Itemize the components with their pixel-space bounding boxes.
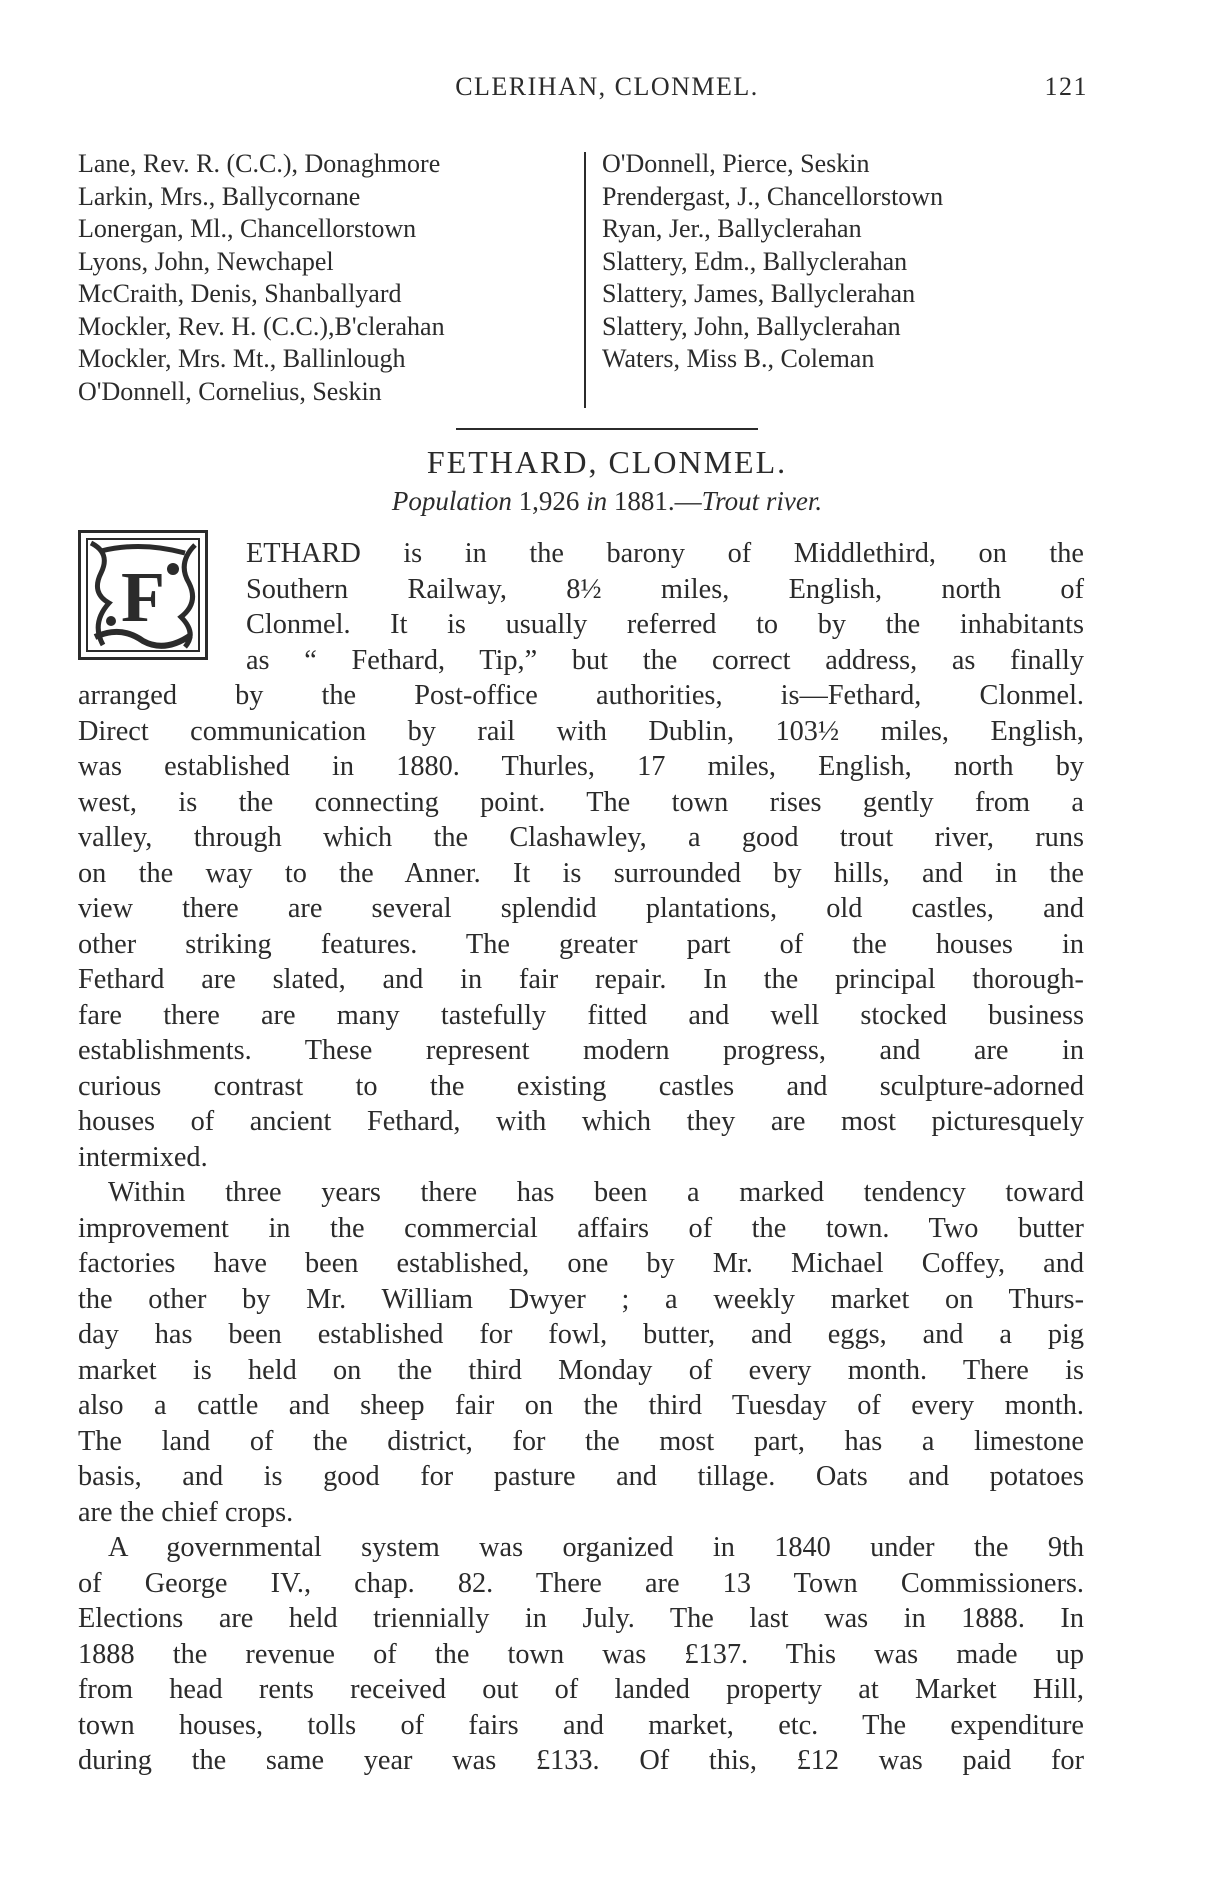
text-line: of George IV., chap. 82. There are 13 Town Commissioners. (78, 1567, 1084, 1599)
column-divider (584, 152, 586, 408)
directory-entry: Slattery, John, Ballyclerahan (602, 311, 901, 341)
directory-entry: Slattery, James, Ballyclerahan (602, 279, 916, 308)
paragraph-3 (78, 1530, 1084, 1779)
directory-entry: Lyons, John, Newchapel (78, 246, 334, 276)
dash: — (674, 486, 702, 516)
text-line: fare there are many tastefully fitted and well stocked business (78, 999, 1084, 1031)
text-line: curious contrast to the existing castles and sculpture-adorned (78, 1070, 1084, 1102)
directory-column-left (78, 148, 445, 408)
directory-entry: Slattery, Edm., Ballyclerahan (602, 246, 908, 276)
text-line: west, is the connecting point. The town rises gently from a (78, 786, 1084, 818)
page-number: 121 (1044, 72, 1088, 101)
text-line: from head rents received out of landed property at Market Hill, (78, 1674, 1084, 1705)
text-line: Clonmel. It is usually referred to by the inhabitants (246, 609, 1084, 640)
text-line: market is held on the third Monday of every month. There is (78, 1354, 1084, 1386)
text-line: A governmental system was organized in 1840 under the 9th (108, 1532, 1084, 1563)
section-divider (456, 428, 758, 430)
text-line: the other by Mr. William Dwyer ; a weekly market on Thurs- (78, 1283, 1084, 1315)
text-line: ETHARD is in the barony of Middlethird, on the (246, 538, 1084, 569)
directory-entry: Waters, Miss B., Coleman (602, 344, 875, 373)
population-label: Population (391, 486, 512, 516)
text-line: town houses, tolls of fairs and market, etc. The expenditure (78, 1709, 1084, 1741)
directory-entry: Larkin, Mrs., Ballycornane (78, 181, 361, 211)
directory-entry: Lane, Rev. R. (C.C.), Donaghmore (78, 149, 441, 178)
text-line: Fethard are slated, and in fair repair. In the principal thorough- (78, 964, 1084, 995)
text-line: during the same year was £133. Of this, £12 was paid for (78, 1745, 1084, 1776)
text-line: improvement in the commercial affairs of the town. Two butter (78, 1212, 1084, 1244)
text-line: are the chief crops. (78, 1496, 294, 1528)
text-line: basis, and is good for pasture and tillage. Oats and potatoes (78, 1461, 1084, 1492)
section-title: FETHARD, CLONMEL. (426, 444, 788, 480)
text-line: day has been established for fowl, butter, and eggs, and a pig (78, 1319, 1084, 1350)
directory-column-right (602, 148, 943, 376)
directory-entry: Mockler, Rev. H. (C.C.),B'clerahan (78, 311, 445, 341)
text-line: other striking features. The greater part of the houses in (78, 928, 1084, 960)
population-value: 1,926 (518, 486, 580, 516)
river-note: Trout river. (701, 486, 823, 516)
directory-entry: O'Donnell, Pierce, Seskin (602, 149, 870, 178)
drop-cap-letter: F (121, 557, 165, 637)
text-line: factories have been established, one by Mr. Michael Coffey, and (78, 1248, 1084, 1279)
directory-entry: McCraith, Denis, Shanballyard (78, 279, 402, 308)
directory-entry: Ryan, Jer., Ballyclerahan (602, 214, 862, 243)
directory-entry: Mockler, Mrs. Mt., Ballinlough (78, 344, 406, 373)
population-in: in (586, 486, 608, 516)
text-line: also a cattle and sheep fair on the third Tuesday of every month. (78, 1390, 1084, 1421)
running-head-title: CLERIHAN, CLONMEL. (455, 72, 759, 101)
text-line: Elections are held triennially in July. The last was in 1888. In (78, 1603, 1084, 1634)
text-line: intermixed. (78, 1141, 208, 1173)
directory-entry: Prendergast, J., Chancellorstown (602, 181, 944, 211)
directory-entry: Lonergan, Ml., Chancellorstown (78, 214, 417, 243)
text-line: Within three years there has been a marked tendency toward (108, 1177, 1084, 1208)
directory-listing (78, 148, 1098, 410)
text-line: was established in 1880. Thurles, 17 miles, English, north by (78, 751, 1084, 782)
text-line: Southern Railway, 8½ miles, English, north of (246, 573, 1084, 605)
text-line: on the way to the Anner. It is surrounded by hills, and in the (78, 857, 1084, 889)
text-line: establishments. These represent modern progress, and are in (78, 1035, 1084, 1066)
text-line: houses of ancient Fethard, with which they are most picturesquely (78, 1106, 1084, 1137)
population-line (0, 486, 1214, 517)
text-line: 1888 the revenue of the town was £137. This was made up (78, 1638, 1084, 1670)
text-line: arranged by the Post-office authorities, is—Fethard, Clonmel. (78, 680, 1084, 711)
text-line: view there are several splendid plantations, old castles, and (78, 893, 1084, 924)
directory-entry: O'Donnell, Cornelius, Seskin (78, 376, 382, 406)
text-line: as “ Fethard, Tip,” but the correct address, as finally (246, 644, 1084, 676)
text-line: The land of the district, for the most part, has a limestone (78, 1425, 1084, 1457)
paragraph-2 (78, 1175, 1084, 1530)
paragraph-1 (78, 536, 1084, 1175)
text-line: valley, through which the Clashawley, a good trout river, runs (78, 822, 1084, 853)
population-year: 1881. (613, 486, 675, 516)
text-line: Direct communication by rail with Dublin, 103½ miles, English, (78, 715, 1084, 747)
